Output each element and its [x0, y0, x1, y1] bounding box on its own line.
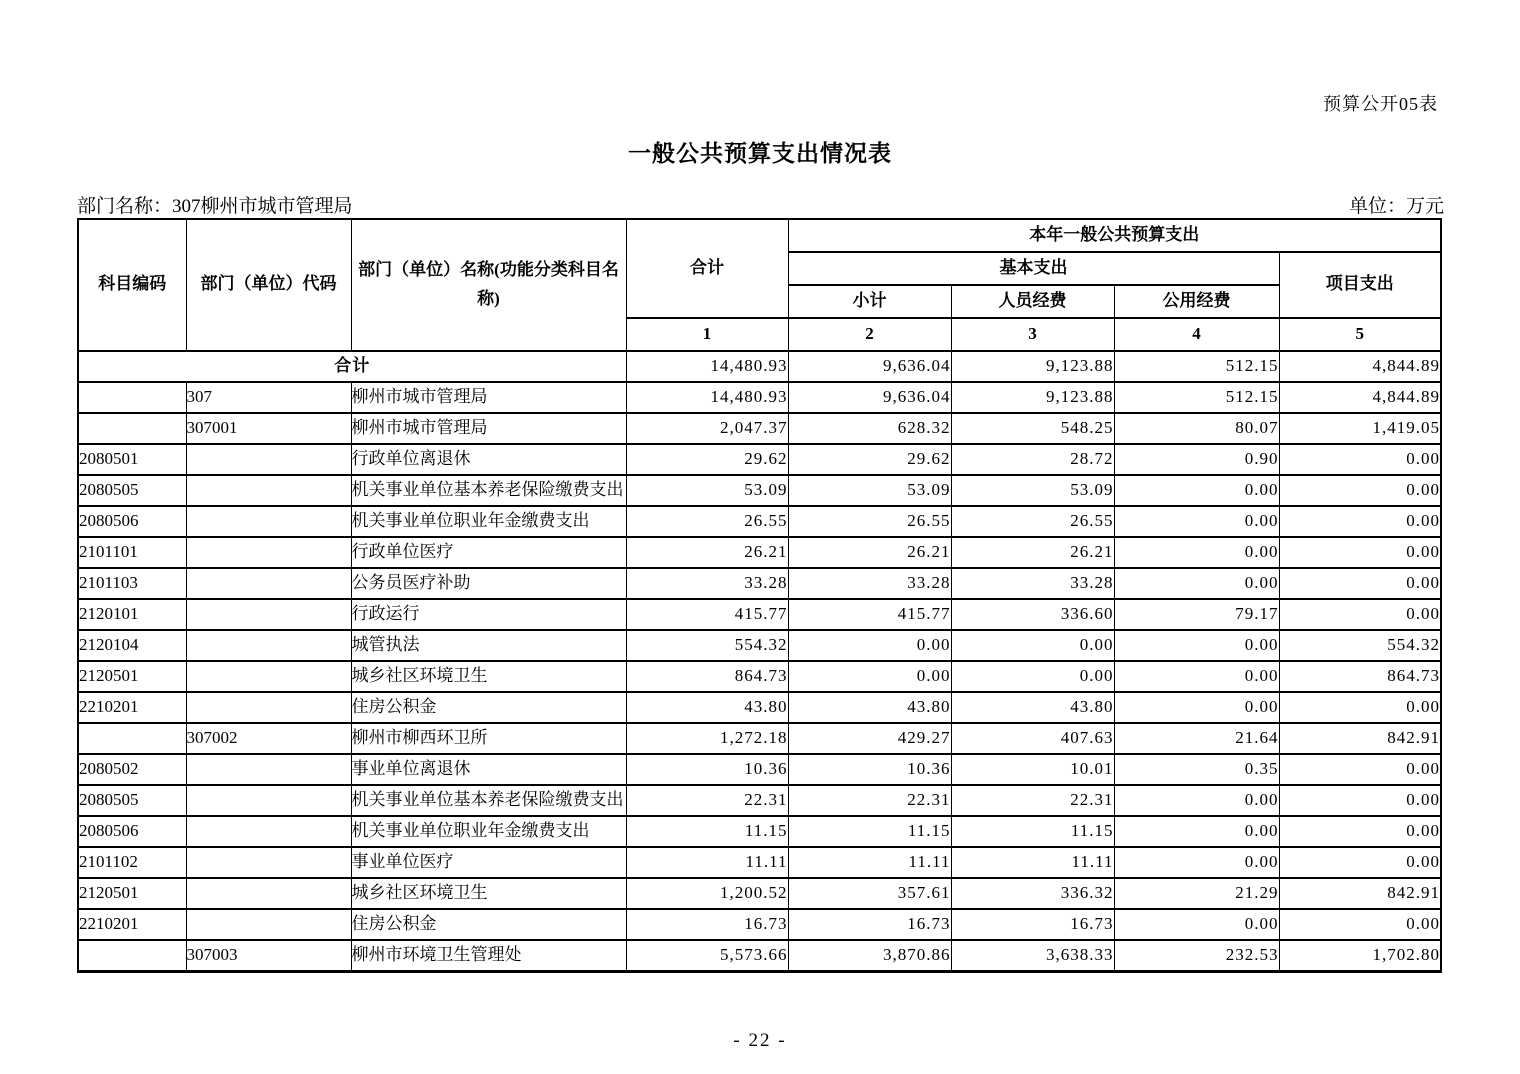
value-cell: 554.32	[626, 630, 788, 661]
value-cell: 0.00	[1279, 754, 1441, 785]
value-cell: 26.21	[626, 537, 788, 568]
value-cell: 0.00	[1114, 661, 1279, 692]
value-cell: 10.01	[951, 754, 1114, 785]
name-cell: 柳州市柳西环卫所	[351, 723, 626, 754]
value-cell: 9,636.04	[788, 351, 951, 382]
name-cell: 城乡社区环境卫生	[351, 878, 626, 909]
value-cell: 26.21	[788, 537, 951, 568]
value-cell: 9,123.88	[951, 382, 1114, 413]
meta-row	[77, 191, 1444, 218]
header-project: 项目支出	[1279, 252, 1441, 318]
subject-code-cell: 2120104	[78, 630, 186, 661]
value-cell: 842.91	[1279, 878, 1441, 909]
value-cell: 0.00	[1114, 847, 1279, 878]
table-row	[78, 940, 1441, 972]
value-cell: 512.15	[1114, 351, 1279, 382]
subject-code-cell: 2080505	[78, 785, 186, 816]
value-cell: 232.53	[1114, 940, 1279, 972]
value-cell: 0.00	[788, 661, 951, 692]
subject-code-cell	[78, 382, 186, 413]
value-cell: 43.80	[788, 692, 951, 723]
dept-code-cell	[186, 444, 351, 475]
value-cell: 43.80	[626, 692, 788, 723]
value-cell: 336.32	[951, 878, 1114, 909]
subject-code-cell: 2080506	[78, 506, 186, 537]
table-row	[78, 816, 1441, 847]
value-cell: 429.27	[788, 723, 951, 754]
table-row	[78, 475, 1441, 506]
value-cell: 28.72	[951, 444, 1114, 475]
value-cell: 4,844.89	[1279, 351, 1441, 382]
value-cell: 80.07	[1114, 413, 1279, 444]
subject-code-cell: 2120501	[78, 878, 186, 909]
value-cell: 0.00	[1114, 475, 1279, 506]
value-cell: 357.61	[788, 878, 951, 909]
value-cell: 21.64	[1114, 723, 1279, 754]
dept-code-cell	[186, 847, 351, 878]
subject-code-cell: 2120501	[78, 661, 186, 692]
subject-code-cell: 2101102	[78, 847, 186, 878]
budget-expenditure-table	[77, 218, 1442, 973]
dept-code-cell	[186, 599, 351, 630]
dept-code-cell	[186, 754, 351, 785]
name-cell: 公务员医疗补助	[351, 568, 626, 599]
name-cell: 住房公积金	[351, 692, 626, 723]
value-cell: 2,047.37	[626, 413, 788, 444]
dept-code-cell: 307003	[186, 940, 351, 972]
value-cell: 0.00	[1279, 537, 1441, 568]
value-cell: 0.00	[1279, 816, 1441, 847]
value-cell: 0.00	[1279, 444, 1441, 475]
value-cell: 0.00	[788, 630, 951, 661]
value-cell: 0.00	[1114, 537, 1279, 568]
subject-code-cell	[78, 723, 186, 754]
value-cell: 842.91	[1279, 723, 1441, 754]
value-cell: 26.55	[788, 506, 951, 537]
value-cell: 53.09	[951, 475, 1114, 506]
table-row	[78, 909, 1441, 940]
value-cell: 5,573.66	[626, 940, 788, 972]
header-dept-code: 部门（单位）代码	[186, 219, 351, 351]
dept-code-cell	[186, 506, 351, 537]
dept-code-cell	[186, 630, 351, 661]
page-title: 一般公共预算支出情况表	[628, 141, 892, 166]
value-cell: 548.25	[951, 413, 1114, 444]
value-cell: 864.73	[626, 661, 788, 692]
value-cell: 10.36	[788, 754, 951, 785]
value-cell: 3,638.33	[951, 940, 1114, 972]
name-cell: 事业单位医疗	[351, 847, 626, 878]
name-cell: 城乡社区环境卫生	[351, 661, 626, 692]
value-cell: 336.60	[951, 599, 1114, 630]
value-cell: 14,480.93	[626, 382, 788, 413]
value-cell: 53.09	[788, 475, 951, 506]
subject-code-cell: 2101103	[78, 568, 186, 599]
header-subtotal: 小计	[788, 285, 951, 318]
value-cell: 1,702.80	[1279, 940, 1441, 972]
value-cell: 29.62	[788, 444, 951, 475]
subject-code-cell: 2080502	[78, 754, 186, 785]
header-index-3: 3	[951, 318, 1114, 351]
dept-code-cell	[186, 661, 351, 692]
value-cell: 0.00	[1279, 506, 1441, 537]
header-public-funds: 公用经费	[1114, 285, 1279, 318]
value-cell: 0.00	[1279, 785, 1441, 816]
value-cell: 11.11	[951, 847, 1114, 878]
value-cell: 22.31	[788, 785, 951, 816]
value-cell: 3,870.86	[788, 940, 951, 972]
header-current-year-group: 本年一般公共预算支出	[788, 219, 1441, 252]
table-row	[78, 754, 1441, 785]
value-cell: 0.00	[1279, 568, 1441, 599]
value-cell: 628.32	[788, 413, 951, 444]
value-cell: 415.77	[788, 599, 951, 630]
dept-code-cell	[186, 816, 351, 847]
value-cell: 26.21	[951, 537, 1114, 568]
subject-code-cell: 2080505	[78, 475, 186, 506]
name-cell: 机关事业单位职业年金缴费支出	[351, 506, 626, 537]
table-row	[78, 413, 1441, 444]
header-row-1	[78, 219, 1441, 252]
dept-code-cell	[186, 568, 351, 599]
subject-code-cell	[78, 940, 186, 972]
table-row	[78, 630, 1441, 661]
value-cell: 29.62	[626, 444, 788, 475]
table-row	[78, 785, 1441, 816]
value-cell: 415.77	[626, 599, 788, 630]
value-cell: 4,844.89	[1279, 382, 1441, 413]
value-cell: 14,480.93	[626, 351, 788, 382]
name-cell: 住房公积金	[351, 909, 626, 940]
value-cell: 1,272.18	[626, 723, 788, 754]
value-cell: 1,200.52	[626, 878, 788, 909]
table-row	[78, 506, 1441, 537]
value-cell: 0.00	[1279, 599, 1441, 630]
value-cell: 11.15	[951, 816, 1114, 847]
subject-code-cell: 2210201	[78, 909, 186, 940]
header-index-4: 4	[1114, 318, 1279, 351]
name-cell: 机关事业单位基本养老保险缴费支出	[351, 475, 626, 506]
dept-code-cell: 307001	[186, 413, 351, 444]
value-cell: 16.73	[788, 909, 951, 940]
name-cell: 机关事业单位职业年金缴费支出	[351, 816, 626, 847]
value-cell: 1,419.05	[1279, 413, 1441, 444]
header-dept-name: 部门（单位）名称(功能分类科目名称)	[351, 219, 626, 351]
name-cell: 柳州市环境卫生管理处	[351, 940, 626, 972]
doc-form-label: 预算公开05表	[1323, 94, 1438, 114]
value-cell: 16.73	[626, 909, 788, 940]
value-cell: 0.00	[1114, 506, 1279, 537]
value-cell: 26.55	[626, 506, 788, 537]
page-number: - 22 -	[733, 1030, 787, 1051]
value-cell: 407.63	[951, 723, 1114, 754]
table-row	[78, 692, 1441, 723]
name-cell: 城管执法	[351, 630, 626, 661]
value-cell: 0.90	[1114, 444, 1279, 475]
value-cell: 554.32	[1279, 630, 1441, 661]
header-index-1: 1	[626, 318, 788, 351]
header-total: 合计	[626, 219, 788, 318]
table-body	[78, 351, 1441, 972]
header-basic-group: 基本支出	[788, 252, 1279, 285]
value-cell: 0.00	[1279, 475, 1441, 506]
header-subject-code: 科目编码	[78, 219, 186, 351]
subject-code-cell: 2210201	[78, 692, 186, 723]
value-cell: 9,123.88	[951, 351, 1114, 382]
value-cell: 0.00	[1279, 847, 1441, 878]
value-cell: 0.00	[951, 661, 1114, 692]
header-index-5: 5	[1279, 318, 1441, 351]
subject-code-cell: 2101101	[78, 537, 186, 568]
value-cell: 22.31	[951, 785, 1114, 816]
table-row	[78, 723, 1441, 754]
value-cell: 22.31	[626, 785, 788, 816]
name-cell: 行政单位医疗	[351, 537, 626, 568]
value-cell: 33.28	[788, 568, 951, 599]
dept-code-cell	[186, 878, 351, 909]
table-row	[78, 382, 1441, 413]
table-row	[78, 351, 1441, 382]
value-cell: 43.80	[951, 692, 1114, 723]
value-cell: 21.29	[1114, 878, 1279, 909]
table-row	[78, 847, 1441, 878]
value-cell: 0.00	[1279, 692, 1441, 723]
value-cell: 79.17	[1114, 599, 1279, 630]
dept-code-cell	[186, 692, 351, 723]
value-cell: 9,636.04	[788, 382, 951, 413]
value-cell: 53.09	[626, 475, 788, 506]
grand-total-label: 合计	[78, 351, 626, 382]
subject-code-cell: 2080501	[78, 444, 186, 475]
value-cell: 11.15	[788, 816, 951, 847]
value-cell: 11.11	[626, 847, 788, 878]
name-cell: 柳州市城市管理局	[351, 413, 626, 444]
table-row	[78, 444, 1441, 475]
table-row	[78, 568, 1441, 599]
table-row	[78, 537, 1441, 568]
subject-code-cell: 2120101	[78, 599, 186, 630]
value-cell: 512.15	[1114, 382, 1279, 413]
value-cell: 0.00	[1114, 568, 1279, 599]
value-cell: 33.28	[626, 568, 788, 599]
table-row	[78, 878, 1441, 909]
dept-code-cell	[186, 537, 351, 568]
value-cell: 0.00	[1114, 785, 1279, 816]
table-header	[78, 219, 1441, 351]
value-cell: 0.00	[951, 630, 1114, 661]
name-cell: 行政单位离退休	[351, 444, 626, 475]
value-cell: 10.36	[626, 754, 788, 785]
department-name-label: 部门名称：307柳州市城市管理局	[77, 196, 353, 217]
name-cell: 机关事业单位基本养老保险缴费支出	[351, 785, 626, 816]
value-cell: 0.00	[1114, 909, 1279, 940]
value-cell: 0.00	[1114, 630, 1279, 661]
header-index-2: 2	[788, 318, 951, 351]
table-row	[78, 661, 1441, 692]
value-cell: 0.00	[1279, 909, 1441, 940]
subject-code-cell	[78, 413, 186, 444]
value-cell: 0.00	[1114, 816, 1279, 847]
unit-label: 单位：万元	[1348, 196, 1444, 217]
dept-code-cell: 307002	[186, 723, 351, 754]
subject-code-cell: 2080506	[78, 816, 186, 847]
value-cell: 33.28	[951, 568, 1114, 599]
value-cell: 864.73	[1279, 661, 1441, 692]
value-cell: 0.35	[1114, 754, 1279, 785]
dept-code-cell	[186, 475, 351, 506]
dept-code-cell: 307	[186, 382, 351, 413]
value-cell: 26.55	[951, 506, 1114, 537]
value-cell: 0.00	[1114, 692, 1279, 723]
dept-code-cell	[186, 909, 351, 940]
table-row	[78, 599, 1441, 630]
name-cell: 事业单位离退休	[351, 754, 626, 785]
value-cell: 11.11	[788, 847, 951, 878]
name-cell: 柳州市城市管理局	[351, 382, 626, 413]
dept-code-cell	[186, 785, 351, 816]
header-personnel: 人员经费	[951, 285, 1114, 318]
value-cell: 11.15	[626, 816, 788, 847]
name-cell: 行政运行	[351, 599, 626, 630]
value-cell: 16.73	[951, 909, 1114, 940]
